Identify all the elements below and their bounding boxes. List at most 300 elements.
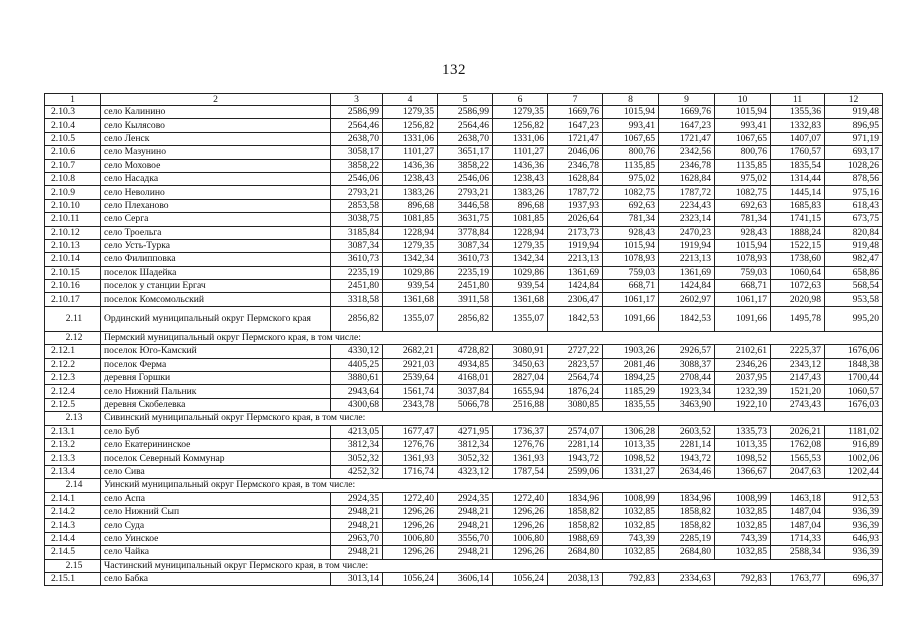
row-name: село Ленск [101,132,331,145]
row-name: село Чайка [101,546,331,559]
table-row [45,266,883,279]
row-name: село Плеханово [101,199,331,212]
row-name: Ординский муниципальный округ Пермского края [101,306,331,331]
value-cell: 1787,54 [493,465,548,478]
table-row [45,253,883,266]
row-name: поселок Комсомольский [101,293,331,306]
header-cell: 9 [659,94,715,106]
value-cell: 2020,98 [771,293,825,306]
row-name: поселок Ферма [101,358,331,371]
value-cell: 1008,99 [603,492,659,505]
value-cell: 2281,14 [548,438,603,451]
row-code: 2.10.4 [45,119,101,132]
value-cell: 2586,99 [438,106,493,119]
value-cell: 2037,95 [715,372,771,385]
value-cell: 2948,21 [438,519,493,532]
value-cell: 3556,70 [438,532,493,545]
value-cell: 2285,19 [659,532,715,545]
row-name: село Уинское [101,532,331,545]
row-name: село Суда [101,519,331,532]
row-code: 2.12 [45,331,101,344]
value-cell: 2948,21 [438,546,493,559]
value-cell: 4168,01 [438,372,493,385]
value-cell: 1858,82 [548,519,603,532]
value-cell: 975,16 [825,186,883,199]
value-cell: 1029,86 [493,266,548,279]
value-cell: 2603,52 [659,425,715,438]
value-cell: 936,39 [825,505,883,518]
value-cell: 2564,74 [548,372,603,385]
value-cell: 953,58 [825,293,883,306]
value-cell: 2564,46 [438,119,493,132]
value-cell: 668,71 [715,280,771,293]
value-cell: 1032,85 [603,546,659,559]
value-cell: 2306,47 [548,293,603,306]
value-cell: 1721,47 [659,132,715,145]
value-cell: 2225,37 [771,345,825,358]
value-cell: 993,41 [603,119,659,132]
row-name: село Троельга [101,226,331,239]
value-cell: 1335,73 [715,425,771,438]
table-row [45,146,883,159]
value-cell: 1082,75 [603,186,659,199]
value-cell: 1296,26 [493,546,548,559]
row-name: село Неволино [101,186,331,199]
row-code: 2.14.2 [45,505,101,518]
value-cell: 2574,07 [548,425,603,438]
value-cell: 5066,78 [438,398,493,411]
row-code: 2.10.17 [45,293,101,306]
value-cell: 2921,03 [383,358,438,371]
value-cell: 759,03 [603,266,659,279]
value-cell: 2147,43 [771,372,825,385]
value-cell: 1232,39 [715,385,771,398]
value-cell: 975,02 [715,172,771,185]
row-code: 2.11 [45,306,101,331]
value-cell: 1135,85 [715,159,771,172]
value-cell: 1858,82 [659,505,715,518]
value-cell: 1738,60 [771,253,825,266]
value-cell: 1858,82 [659,519,715,532]
value-cell: 1081,85 [493,213,548,226]
value-cell: 1903,26 [603,345,659,358]
value-cell: 2026,21 [771,425,825,438]
row-code: 2.14 [45,479,101,492]
value-cell: 3038,75 [331,213,383,226]
value-cell: 1383,26 [493,186,548,199]
row-code: 2.13.3 [45,452,101,465]
value-cell: 2342,56 [659,146,715,159]
value-cell: 1848,38 [825,358,883,371]
value-cell: 3858,22 [331,159,383,172]
value-cell: 1185,29 [603,385,659,398]
value-cell: 3911,58 [438,293,493,306]
table-row [45,532,883,545]
value-cell: 1238,43 [383,172,438,185]
value-cell: 4330,12 [331,345,383,358]
value-cell: 2334,63 [659,572,715,585]
value-cell: 1685,83 [771,199,825,212]
row-code: 2.14.4 [45,532,101,545]
value-cell: 1842,53 [659,306,715,331]
value-cell: 1445,14 [771,186,825,199]
table-row [45,519,883,532]
value-cell: 3080,85 [548,398,603,411]
table-row [45,452,883,465]
value-cell: 896,95 [825,119,883,132]
value-cell: 1256,82 [493,119,548,132]
value-cell: 759,03 [715,266,771,279]
row-code: 2.10.11 [45,213,101,226]
row-code: 2.10.3 [45,106,101,119]
value-cell: 1228,94 [493,226,548,239]
row-code: 2.14.3 [45,519,101,532]
value-cell: 1463,18 [771,492,825,505]
value-cell: 1032,85 [715,505,771,518]
value-cell: 1988,69 [548,532,603,545]
row-name: Частинский муниципальный округ Пермского края, в том числе: [101,559,883,572]
value-cell: 1561,74 [383,385,438,398]
value-cell: 2234,43 [659,199,715,212]
value-cell: 1943,72 [548,452,603,465]
value-cell: 1296,26 [383,505,438,518]
value-cell: 1276,76 [493,438,548,451]
header-cell: 3 [331,94,383,106]
value-cell: 2586,99 [331,106,383,119]
row-code: 2.13.1 [45,425,101,438]
value-cell: 2323,14 [659,213,715,226]
value-cell: 1135,85 [603,159,659,172]
value-cell: 1922,10 [715,398,771,411]
value-cell: 1331,06 [383,132,438,145]
row-code: 2.12.1 [45,345,101,358]
value-cell: 1006,80 [493,532,548,545]
value-cell: 1028,26 [825,159,883,172]
value-cell: 1787,72 [548,186,603,199]
value-cell: 1006,80 [383,532,438,545]
header-cell: 7 [548,94,603,106]
value-cell: 2682,21 [383,345,438,358]
value-cell: 2343,12 [771,358,825,371]
table-row [45,306,883,331]
value-cell: 1762,08 [771,438,825,451]
value-cell: 2963,70 [331,532,383,545]
value-cell: 2599,06 [548,465,603,478]
value-cell: 2684,80 [548,546,603,559]
value-cell: 2546,06 [438,172,493,185]
row-name: село Нижний Пальник [101,385,331,398]
value-cell: 1101,27 [493,146,548,159]
row-name: Уинский муниципальный округ Пермского края, в том числе: [101,479,883,492]
table-row [45,280,883,293]
value-cell: 896,68 [493,199,548,212]
value-cell: 3185,84 [331,226,383,239]
row-name: село Кылясово [101,119,331,132]
value-cell: 1835,55 [603,398,659,411]
value-cell: 2451,80 [331,280,383,293]
value-cell: 820,84 [825,226,883,239]
value-cell: 1495,78 [771,306,825,331]
table-row [45,199,883,212]
value-cell: 1279,35 [383,239,438,252]
value-cell: 2281,14 [659,438,715,451]
table-body [45,94,883,586]
value-cell: 1056,24 [493,572,548,585]
value-cell: 1029,86 [383,266,438,279]
row-code: 2.10.13 [45,239,101,252]
row-name: село Серга [101,213,331,226]
value-cell: 1015,94 [603,106,659,119]
value-cell: 1256,82 [383,119,438,132]
value-cell: 2948,21 [331,546,383,559]
value-cell: 1078,93 [715,253,771,266]
row-name: село Филипповка [101,253,331,266]
value-cell: 1835,54 [771,159,825,172]
value-cell: 993,41 [715,119,771,132]
value-cell: 1276,76 [383,438,438,451]
value-cell: 2943,64 [331,385,383,398]
value-cell: 1061,17 [603,293,659,306]
value-cell: 1919,94 [659,239,715,252]
header-cell: 1 [45,94,101,106]
value-cell: 3606,14 [438,572,493,585]
tariff-table [44,93,883,586]
value-cell: 4728,82 [438,345,493,358]
value-cell: 2948,21 [331,505,383,518]
value-cell: 673,75 [825,213,883,226]
value-cell: 800,76 [603,146,659,159]
row-name: село Усть-Турка [101,239,331,252]
value-cell: 2516,88 [493,398,548,411]
row-name: Пермский муниципальный округ Пермского края, в том числе: [101,331,883,344]
value-cell: 1279,35 [493,106,548,119]
value-cell: 1436,36 [493,159,548,172]
value-cell: 3651,17 [438,146,493,159]
row-name: поселок Северный Коммунар [101,452,331,465]
value-cell: 2546,06 [331,172,383,185]
table-row [45,385,883,398]
value-cell: 781,34 [603,213,659,226]
value-cell: 4323,12 [438,465,493,478]
row-code: 2.10.8 [45,172,101,185]
row-code: 2.12.5 [45,398,101,411]
value-cell: 2539,64 [383,372,438,385]
value-cell: 3631,75 [438,213,493,226]
value-cell: 1842,53 [548,306,603,331]
value-cell: 1060,64 [771,266,825,279]
value-cell: 2081,46 [603,358,659,371]
row-name: деревня Горшки [101,372,331,385]
value-cell: 2638,70 [331,132,383,145]
value-cell: 2451,80 [438,280,493,293]
value-cell: 939,54 [383,280,438,293]
value-cell: 1647,23 [548,119,603,132]
value-cell: 1008,99 [715,492,771,505]
table-row [45,226,883,239]
value-cell: 3610,73 [331,253,383,266]
value-cell: 1355,07 [383,306,438,331]
value-cell: 618,43 [825,199,883,212]
value-cell: 2235,19 [438,266,493,279]
header-cell: 2 [101,94,331,106]
value-cell: 3610,73 [438,253,493,266]
value-cell: 1013,35 [715,438,771,451]
row-name: село Мазунино [101,146,331,159]
value-cell: 1522,15 [771,239,825,252]
row-name: село Моховое [101,159,331,172]
value-cell: 1487,04 [771,519,825,532]
value-cell: 1331,06 [493,132,548,145]
value-cell: 2856,82 [438,306,493,331]
value-cell: 1407,07 [771,132,825,145]
value-cell: 1714,33 [771,532,825,545]
table-row [45,119,883,132]
table-row [45,106,883,119]
value-cell: 2102,61 [715,345,771,358]
value-cell: 1677,47 [383,425,438,438]
value-cell: 1098,52 [603,452,659,465]
value-cell: 975,02 [603,172,659,185]
value-cell: 919,48 [825,106,883,119]
value-cell: 2823,57 [548,358,603,371]
group-row [45,412,883,425]
value-cell: 3880,61 [331,372,383,385]
value-cell: 3037,84 [438,385,493,398]
value-cell: 1078,93 [603,253,659,266]
value-cell: 2213,13 [659,253,715,266]
value-cell: 1181,02 [825,425,883,438]
value-cell: 568,54 [825,280,883,293]
value-cell: 896,68 [383,199,438,212]
value-cell: 1015,94 [715,239,771,252]
value-cell: 2470,23 [659,226,715,239]
value-cell: 2346,78 [548,159,603,172]
table-row [45,546,883,559]
value-cell: 1296,26 [493,519,548,532]
value-cell: 1919,94 [548,239,603,252]
value-cell: 1628,84 [548,172,603,185]
value-cell: 936,39 [825,546,883,559]
value-cell: 1355,07 [493,306,548,331]
value-cell: 1676,03 [825,398,883,411]
header-cell: 6 [493,94,548,106]
value-cell: 1937,93 [548,199,603,212]
value-cell: 1361,69 [548,266,603,279]
table-row [45,505,883,518]
value-cell: 2743,43 [771,398,825,411]
value-cell: 2588,34 [771,546,825,559]
value-cell: 1060,57 [825,385,883,398]
value-cell: 1424,84 [548,280,603,293]
table-row [45,172,883,185]
value-cell: 1332,83 [771,119,825,132]
value-cell: 2948,21 [331,519,383,532]
value-cell: 693,17 [825,146,883,159]
header-row [45,94,883,106]
table-row [45,358,883,371]
value-cell: 1032,85 [715,546,771,559]
row-code: 2.10.5 [45,132,101,145]
value-cell: 1741,15 [771,213,825,226]
value-cell: 1361,69 [659,266,715,279]
value-cell: 1716,74 [383,465,438,478]
row-name: село Бабка [101,572,331,585]
value-cell: 1669,76 [548,106,603,119]
row-name: поселок Шадейка [101,266,331,279]
value-cell: 2346,26 [715,358,771,371]
value-cell: 1700,44 [825,372,883,385]
row-name: село Калинино [101,106,331,119]
value-cell: 2827,04 [493,372,548,385]
value-cell: 1366,67 [715,465,771,478]
value-cell: 1032,85 [715,519,771,532]
value-cell: 2046,06 [548,146,603,159]
value-cell: 971,19 [825,132,883,145]
row-code: 2.10.7 [45,159,101,172]
row-code: 2.10.6 [45,146,101,159]
value-cell: 1565,53 [771,452,825,465]
value-cell: 1361,68 [383,293,438,306]
value-cell: 2684,80 [659,546,715,559]
row-code: 2.10.16 [45,280,101,293]
value-cell: 2213,13 [548,253,603,266]
value-cell: 1314,44 [771,172,825,185]
value-cell: 3812,34 [331,438,383,451]
row-code: 2.15 [45,559,101,572]
value-cell: 1355,36 [771,106,825,119]
row-name: село Буб [101,425,331,438]
value-cell: 1521,20 [771,385,825,398]
value-cell: 1081,85 [383,213,438,226]
value-cell: 743,39 [603,532,659,545]
value-cell: 2634,46 [659,465,715,478]
value-cell: 2793,21 [331,186,383,199]
value-cell: 2853,58 [331,199,383,212]
value-cell: 1067,65 [603,132,659,145]
value-cell: 939,54 [493,280,548,293]
table-row [45,293,883,306]
value-cell: 1296,26 [493,505,548,518]
value-cell: 658,86 [825,266,883,279]
value-cell: 1032,85 [603,505,659,518]
value-cell: 878,56 [825,172,883,185]
value-cell: 3858,22 [438,159,493,172]
value-cell: 1436,36 [383,159,438,172]
header-cell: 8 [603,94,659,106]
value-cell: 1628,84 [659,172,715,185]
value-cell: 1888,24 [771,226,825,239]
row-code: 2.15.1 [45,572,101,585]
value-cell: 1015,94 [715,106,771,119]
value-cell: 1858,82 [548,505,603,518]
table-row [45,372,883,385]
value-cell: 1228,94 [383,226,438,239]
row-code: 2.13 [45,412,101,425]
table-row [45,239,883,252]
value-cell: 912,53 [825,492,883,505]
value-cell: 1331,27 [603,465,659,478]
value-cell: 696,37 [825,572,883,585]
group-row [45,559,883,572]
row-code: 2.12.3 [45,372,101,385]
value-cell: 1834,96 [548,492,603,505]
row-code: 2.10.14 [45,253,101,266]
value-cell: 1013,35 [603,438,659,451]
row-name: поселок Юго-Камский [101,345,331,358]
value-cell: 1763,77 [771,572,825,585]
value-cell: 1894,25 [603,372,659,385]
value-cell: 3318,58 [331,293,383,306]
